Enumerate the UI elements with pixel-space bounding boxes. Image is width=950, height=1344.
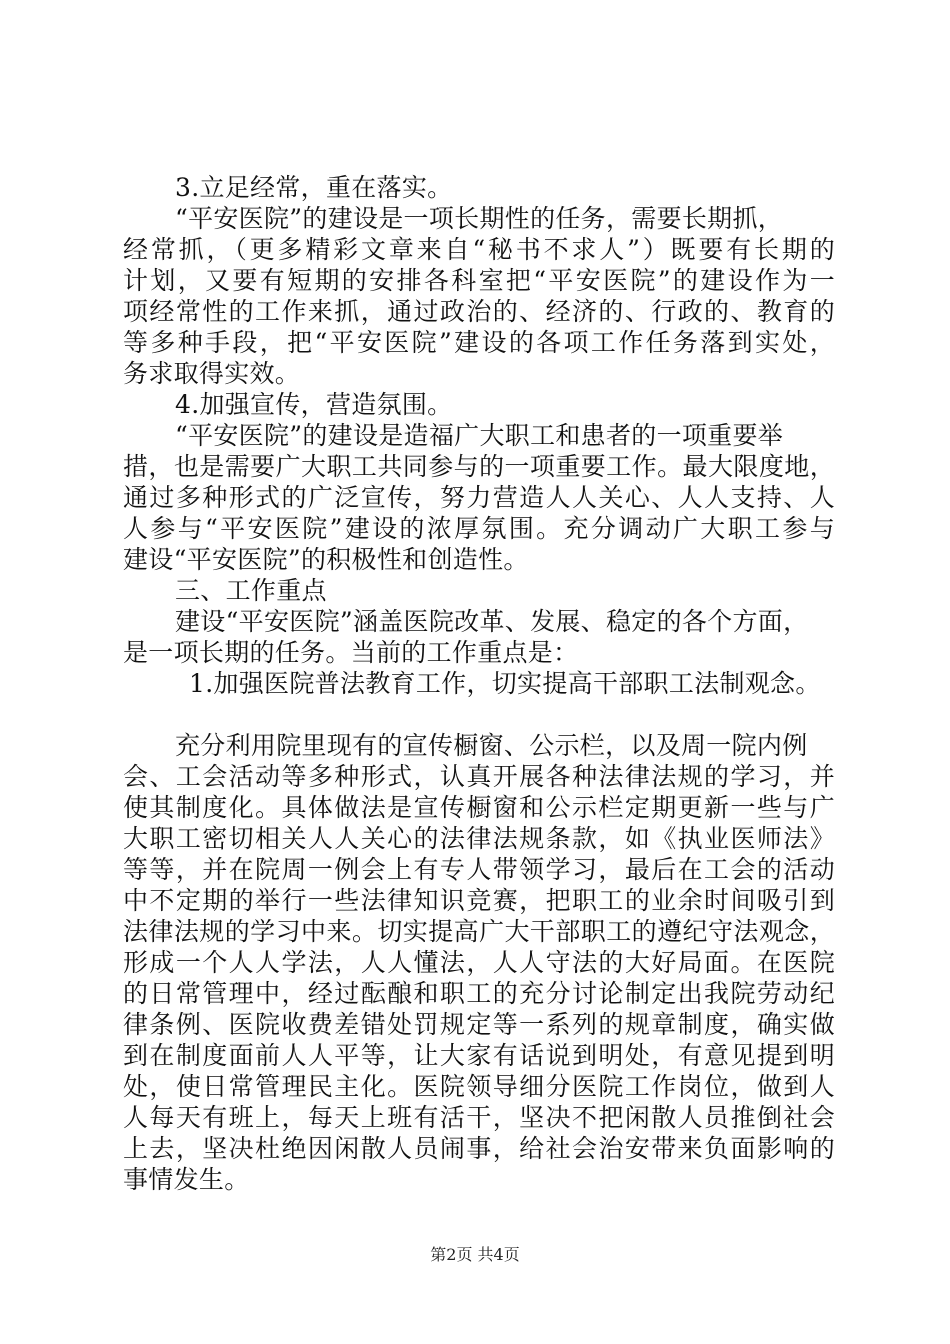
paragraph-line: “平安医院”的建设是造福广大职工和患者的一项重要举: [175, 421, 784, 450]
page-footer: 第2页 共4页: [430, 1245, 520, 1264]
paragraph-line: 人参与“平安医院”建设的浓厚氛围。充分调动广大职工参与: [123, 514, 835, 543]
paragraph-line: “平安医院”的建设是一项长期性的任务，需要长期抓，: [175, 204, 784, 233]
heading-4: 4.加强宣传，营造氛围。: [175, 390, 453, 419]
paragraph-line: 法律法规的学习中来。切实提高广大干部职工的遵纪守法观念，: [123, 917, 835, 946]
paragraph-line: 到在制度面前人人平等，让大家有话说到明处，有意见提到明: [123, 1041, 835, 1070]
paragraph-line: 形成一个人人学法，人人懂法，人人守法的大好局面。在医院: [123, 948, 835, 977]
paragraph-line: 上去，坚决杜绝因闲散人员闹事，给社会治安带来负面影响的: [123, 1134, 835, 1163]
document-body: [123, 172, 835, 1195]
paragraph-line: 建设“平安医院”涵盖医院改革、发展、稳定的各个方面，: [175, 607, 809, 636]
paragraph-line: 等多种手段，把“平安医院”建设的各项工作任务落到实处，: [123, 328, 835, 357]
paragraph-line: 使其制度化。具体做法是宣传橱窗和公示栏定期更新一些与广: [123, 793, 835, 822]
paragraph-line: 中不定期的举行一些法律知识竞赛，把职工的业余时间吸引到: [123, 886, 835, 915]
paragraph-line: 务求取得实效。: [123, 359, 301, 388]
section-heading: 三、工作重点: [175, 576, 327, 605]
paragraph-line: 等等，并在院周一例会上有专人带领学习，最后在工会的活动: [123, 855, 835, 884]
paragraph-line: 大职工密切相关人人关心的法律法规条款，如《执业医师法》: [123, 824, 835, 853]
heading-3: 3.立足经常，重在落实。: [175, 173, 453, 202]
paragraph-line: 建设“平安医院”的积极性和创造性。: [123, 545, 529, 574]
paragraph-line: 计划，又要有短期的安排各科室把“平安医院”的建设作为一: [123, 266, 835, 295]
paragraph-line: 人每天有班上，每天上班有活干，坚决不把闲散人员推倒社会: [123, 1103, 835, 1132]
paragraph-line: 会、工会活动等多种形式，认真开展各种法律法规的学习，并: [123, 762, 835, 791]
paragraph-line: 措，也是需要广大职工共同参与的一项重要工作。最大限度地，: [123, 452, 835, 481]
subsection-heading: 1.加强医院普法教育工作，切实提高干部职工法制观念。: [189, 669, 821, 698]
paragraph-line: 通过多种形式的广泛宣传，努力营造人人关心、人人支持、人: [123, 483, 835, 512]
paragraph-line: 项经常性的工作来抓，通过政治的、经济的、行政的、教育的: [123, 297, 835, 326]
blank-line: [123, 699, 835, 730]
paragraph-line: 经常抓，（更多精彩文章来自“秘书不求人”）既要有长期的: [123, 235, 835, 264]
paragraph-line: 的日常管理中，经过酝酿和职工的充分讨论制定出我院劳动纪: [123, 979, 835, 1008]
paragraph-line: 充分利用院里现有的宣传橱窗、公示栏，以及周一院内例: [175, 731, 808, 760]
paragraph-line: 事情发生。: [123, 1165, 250, 1194]
paragraph-line: 处，使日常管理民主化。医院领导细分医院工作岗位，做到人: [123, 1072, 835, 1101]
paragraph-line: 律条例、医院收费差错处罚规定等一系列的规章制度，确实做: [123, 1010, 835, 1039]
paragraph-line: 是一项长期的任务。当前的工作重点是：: [123, 638, 579, 667]
